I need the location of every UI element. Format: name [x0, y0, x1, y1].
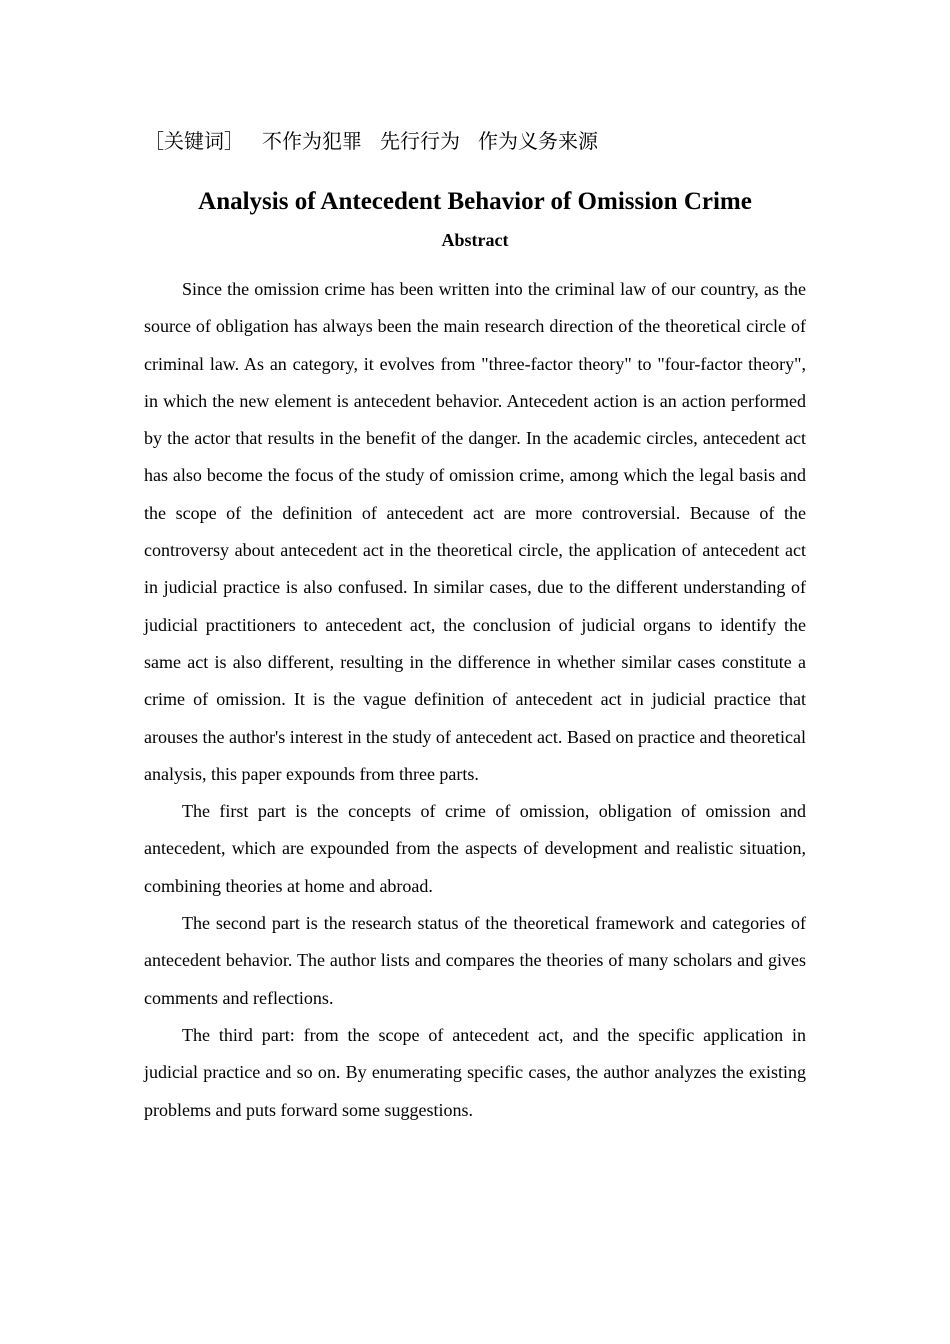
keyword-term: 先行行为 — [380, 129, 460, 153]
abstract-heading: Abstract — [441, 230, 509, 250]
keyword-term: 作为义务来源 — [478, 129, 598, 153]
keywords-line — [144, 125, 814, 157]
paper-title: Analysis of Antecedent Behavior of Omission Crime — [198, 188, 752, 215]
keyword-term: 不作为犯罪 — [262, 129, 362, 153]
keywords-label: ［关键词］ — [144, 129, 244, 153]
abstract-paragraph: The first part is the concepts of crime of omission, obligation of omission and antecedent, which are expounded from the aspects of development and realistic situation, combining theories at home and abroad. — [144, 801, 806, 896]
abstract-paragraph: Since the omission crime has been written into the criminal law of our country, as the source of obligation has always been the main research direction of the theoretical circle of criminal law. As an category, it evolves from "three-factor theory" to "four-factor theory", in which the new element is antecedent behavior. Antecedent action is an action performed by the actor that results in the benefit of the danger. In the academic circles, antecedent act has also become the focus of the study of omission crime, among which the legal basis and the scope of the definition of antecedent act are more controversial. Because of the controversy about antecedent act in the theoretical circle, the application of antecedent act in judicial practice is also confused. In similar cases, due to the different understanding of judicial practitioners to antecedent act, the conclusion of judicial organs to identify the same act is also different, resulting in the difference in whether similar cases constitute a crime of omission. It is the vague definition of antecedent act in judicial practice that arouses the author's interest in the study of antecedent act. Based on practice and theoretical analysis, this paper expounds from three parts. — [144, 279, 806, 784]
abstract-paragraph: The third part: from the scope of antecedent act, and the specific application in judicial practice and so on. By enumerating specific cases, the author analyzes the existing problems and puts forward some suggestions. — [144, 1024, 806, 1120]
abstract-body — [144, 271, 806, 1129]
abstract-paragraph: The second part is the research status of the theoretical framework and categories of antecedent behavior. The author lists and compares the theories of many scholars and gives comments and reflections. — [144, 913, 806, 1008]
